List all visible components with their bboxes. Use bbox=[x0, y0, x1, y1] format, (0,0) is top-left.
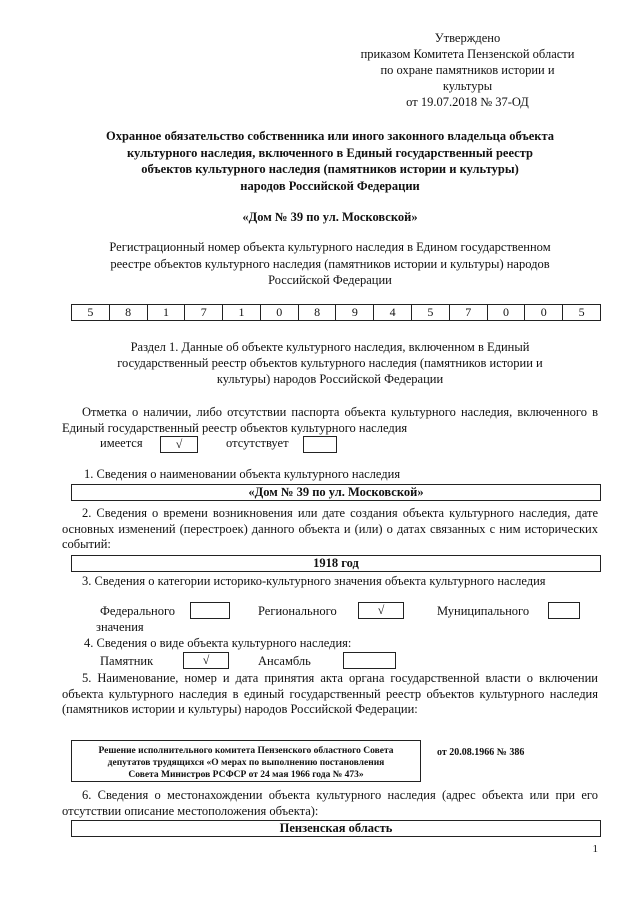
regional-label: Регионального bbox=[258, 604, 337, 618]
page-number: 1 bbox=[592, 843, 598, 855]
digit-cell: 7 bbox=[449, 305, 487, 321]
section-1-line-1: Раздел 1. Данные об объекте культурного наследия, включенном в Единый bbox=[130, 340, 530, 354]
registration-line-1: Регистрационный номер объекта культурного наследия в Едином государственном bbox=[109, 240, 551, 254]
ensemble-checkbox[interactable] bbox=[343, 652, 396, 669]
digit-cell: 4 bbox=[374, 305, 412, 321]
passport-absent-label: отсутствует bbox=[226, 436, 289, 450]
title-line-3: объектов культурного наследия (памятников истории и культуры) bbox=[141, 162, 519, 176]
registration-number-table bbox=[71, 304, 601, 321]
registration-line-2: реестре объектов культурного наследия (памятников истории и культуры) народов bbox=[110, 256, 550, 271]
monument-label: Памятник bbox=[100, 654, 154, 668]
section-1-heading bbox=[75, 339, 585, 387]
digit-cell: 0 bbox=[260, 305, 298, 321]
item-3-label: 3. Сведения о категории историко-культурного значения объекта культурного наследия bbox=[82, 574, 546, 588]
passport-text: Отметка о наличии, либо отсутствии паспорта объекта культурного наследия, включенного в Единый государственный реестр объектов культурного наследия bbox=[62, 405, 598, 435]
registration-line-3: Российской Федерации bbox=[268, 273, 392, 287]
significance-suffix: значения bbox=[96, 620, 144, 634]
item-6-label: 6. Сведения о местонахождении объекта культурного наследия (адрес объекта или при его отсутствии описание местоположения объекта): bbox=[62, 788, 598, 818]
digit-cell: 5 bbox=[72, 305, 110, 321]
digit-cell: 8 bbox=[298, 305, 336, 321]
decision-line-2: депутатов трудящихся «О мерах по выполнению постановления bbox=[107, 758, 385, 768]
item-6-value-field: Пензенская область bbox=[71, 820, 601, 837]
regional-checkbox[interactable]: √ bbox=[358, 602, 404, 619]
title-line-4: народов Российской Федерации bbox=[240, 178, 420, 193]
digit-cell: 8 bbox=[109, 305, 147, 321]
digit-cell: 7 bbox=[185, 305, 223, 321]
digit-cell: 1 bbox=[223, 305, 261, 321]
passport-absent-checkbox[interactable] bbox=[303, 436, 337, 453]
federal-label: Федерального bbox=[100, 604, 176, 618]
digit-cell: 5 bbox=[563, 305, 601, 321]
digit-cell: 1 bbox=[147, 305, 185, 321]
monument-checkbox[interactable]: √ bbox=[183, 652, 229, 669]
title-line-2: культурного наследия, включенного в Единый государственный реестр bbox=[127, 145, 533, 160]
federal-checkbox[interactable] bbox=[190, 602, 230, 619]
municipal-label: Муниципального bbox=[437, 604, 530, 618]
registration-number-row bbox=[72, 305, 601, 321]
approval-line-4: культуры bbox=[442, 79, 493, 93]
item-2-value-field: 1918 год bbox=[71, 555, 601, 572]
approval-block bbox=[340, 30, 595, 110]
title-line-1: Охранное обязательство собственника или иного законного владельца объекта bbox=[105, 129, 555, 143]
approval-line-2: приказом Комитета Пензенской области bbox=[360, 47, 575, 61]
municipal-checkbox[interactable] bbox=[548, 602, 580, 619]
digit-cell: 5 bbox=[412, 305, 450, 321]
digit-cell: 9 bbox=[336, 305, 374, 321]
object-name-heading: «Дом № 39 по ул. Московской» bbox=[242, 210, 418, 224]
item-1-label: 1. Сведения о наименовании объекта культурного наследия bbox=[84, 467, 401, 481]
section-1-line-3: культуры) народов Российской Федерации bbox=[216, 372, 444, 386]
approval-line-3: по охране памятников истории и bbox=[380, 63, 555, 77]
item-2-label: 2. Сведения о времени возникновения или дате создания объекта культурного наследия, дате основных изменений (перестроек) данного объекта и (или) о датах связанных с ним исторических событий: bbox=[62, 506, 598, 551]
registration-label bbox=[70, 239, 590, 289]
decision-line-3: Совета Министров РСФСР от 24 мая 1966 года № 473» bbox=[128, 770, 364, 780]
ensemble-label: Ансамбль bbox=[258, 654, 311, 668]
decision-act-box bbox=[71, 740, 421, 782]
item-4-label: 4. Сведения о виде объекта культурного наследия: bbox=[84, 636, 352, 650]
decision-line-1: Решение исполнительного комитета Пензенского областного Совета bbox=[98, 746, 394, 756]
decision-date: от 20.08.1966 № 386 bbox=[437, 747, 525, 758]
passport-has-label: имеется bbox=[100, 436, 143, 450]
digit-cell: 0 bbox=[525, 305, 563, 321]
section-1-line-2: государственный реестр объектов культурного наследия (памятников истории и bbox=[117, 356, 543, 370]
item-1-value-field: «Дом № 39 по ул. Московской» bbox=[71, 484, 601, 501]
document-title bbox=[70, 128, 590, 194]
approval-line-5: от 19.07.2018 № 37-ОД bbox=[406, 95, 529, 109]
digit-cell: 0 bbox=[487, 305, 525, 321]
approval-line-1: Утверждено bbox=[434, 31, 501, 45]
passport-has-checkbox[interactable]: √ bbox=[160, 436, 198, 453]
item-5-label: 5. Наименование, номер и дата принятия акта органа государственной власти о включении объекта культурного наследия в единый государственный реестр объектов культурного наследия (памятников истории и культуры) народов Российской Федерации: bbox=[62, 671, 598, 716]
